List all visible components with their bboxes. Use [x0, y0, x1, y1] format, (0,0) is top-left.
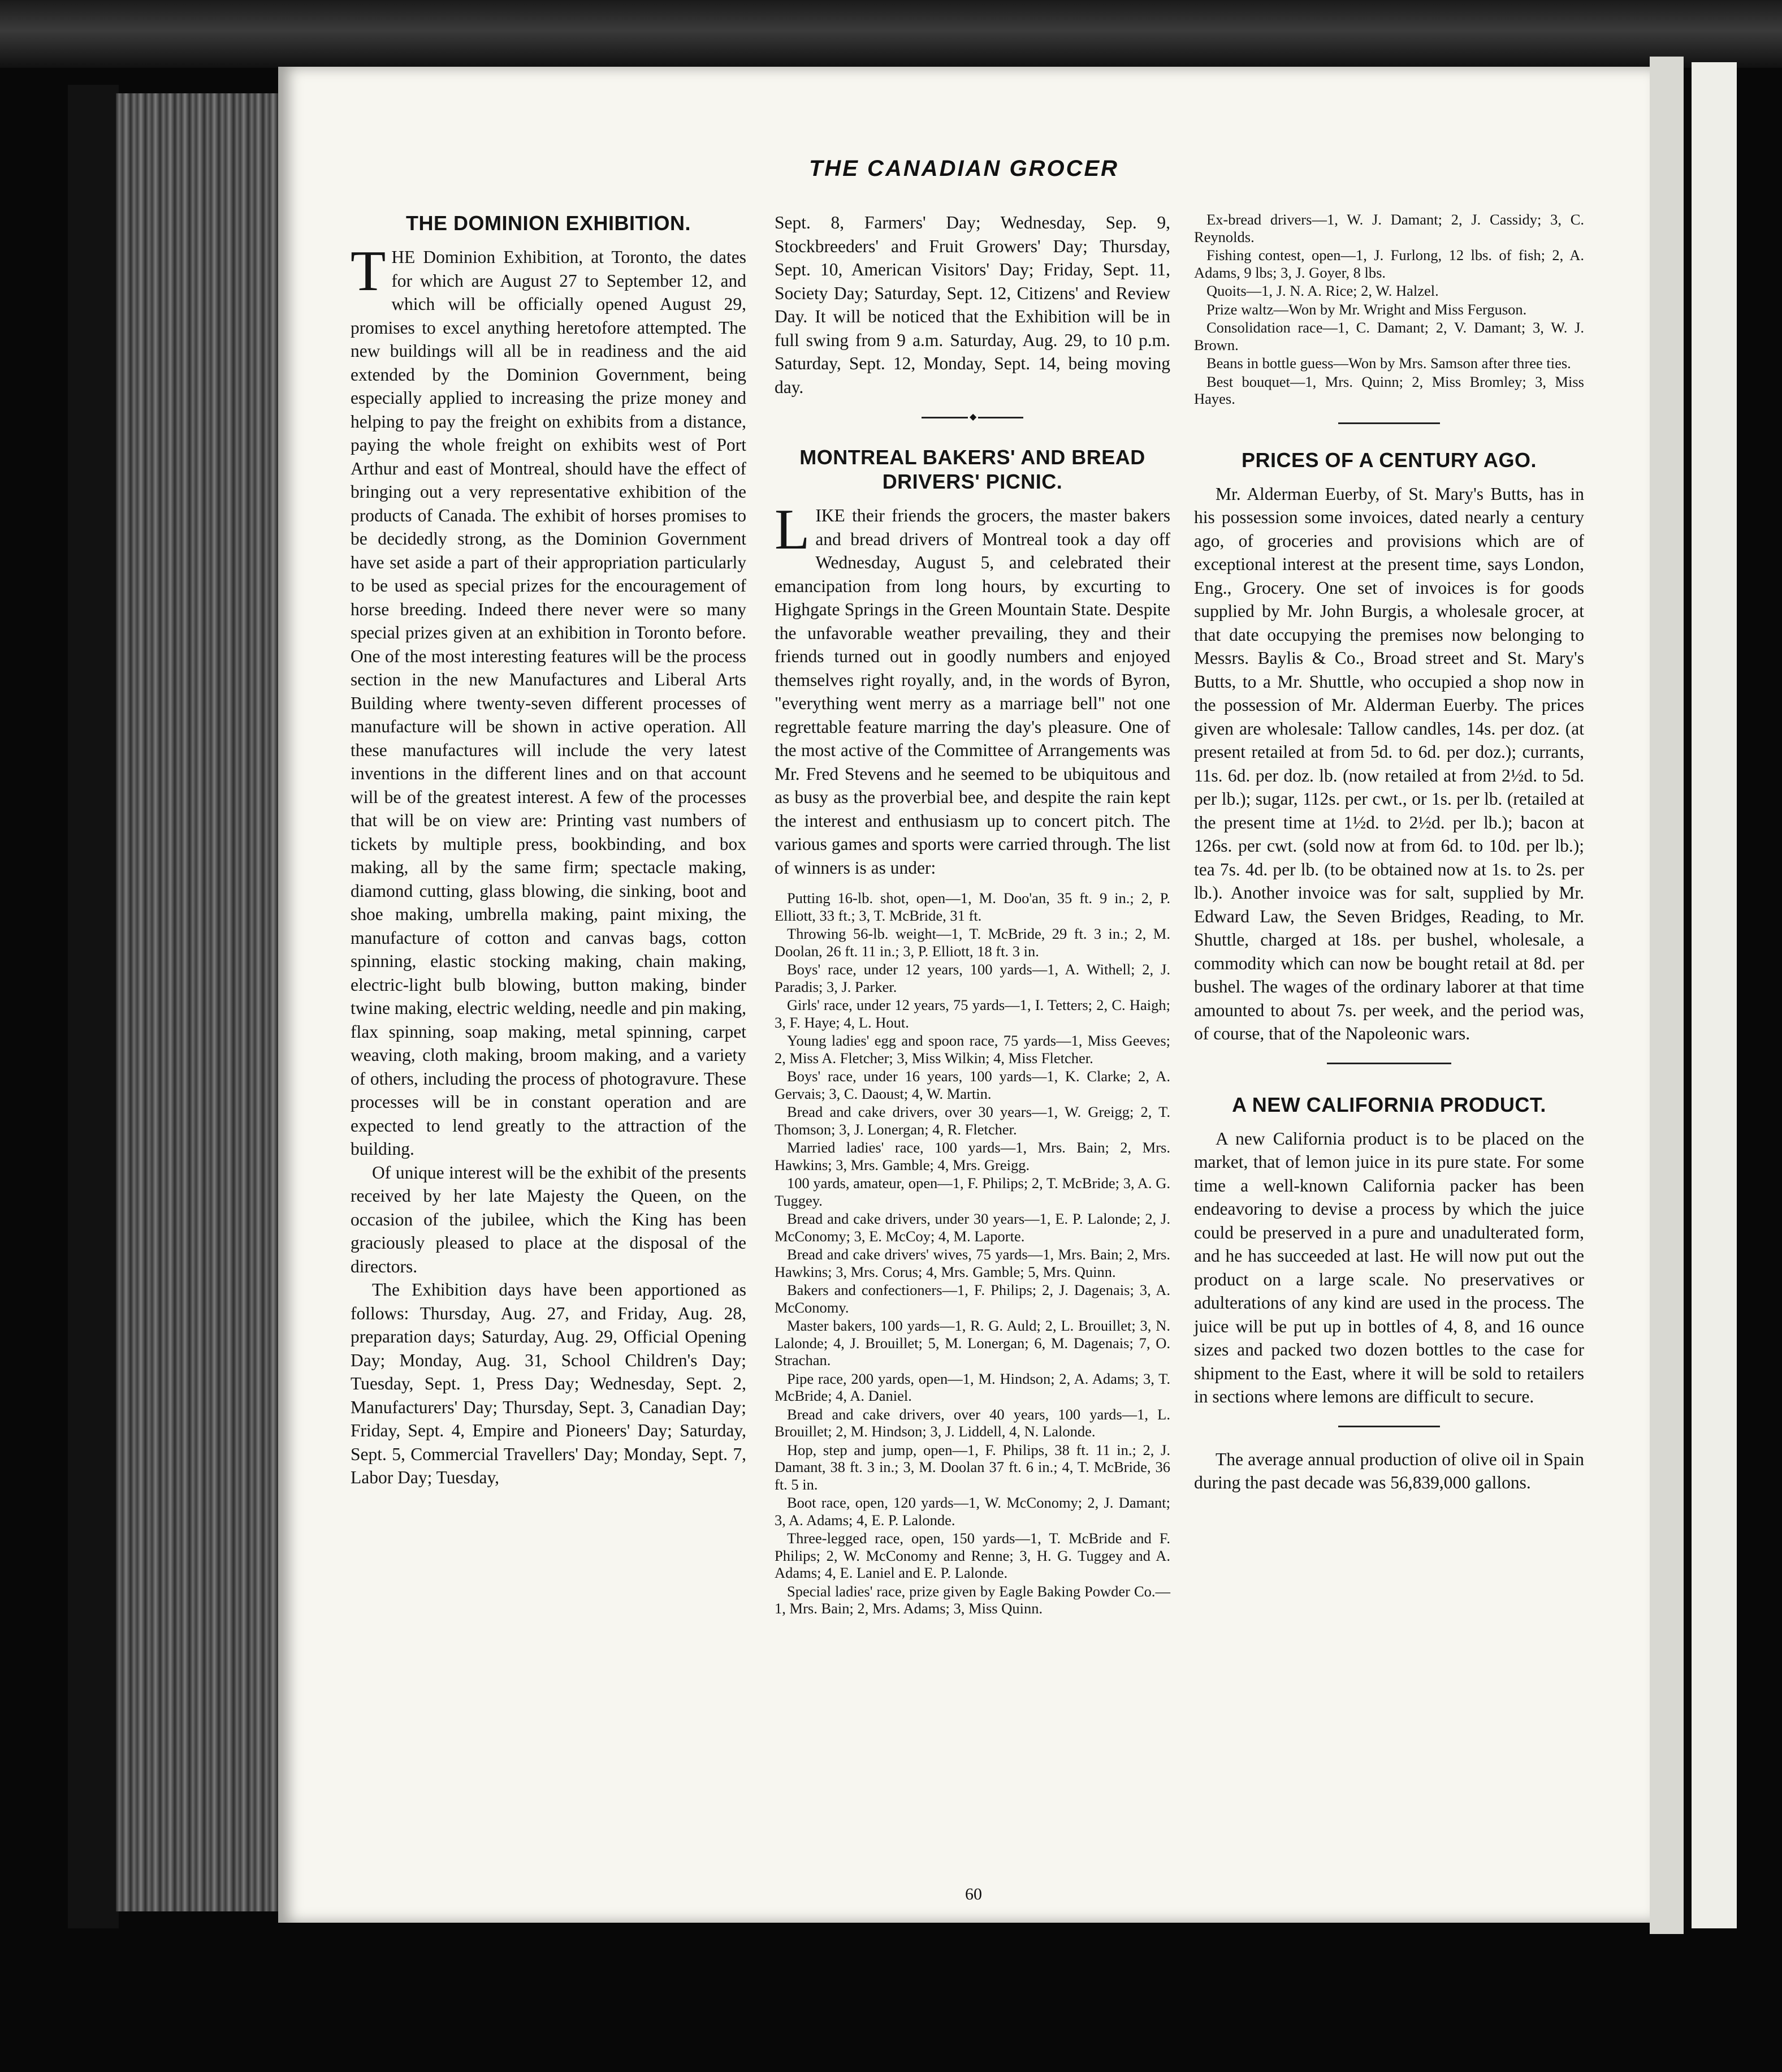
winner-entry: Consolidation race—1, C. Damant; 2, V. Damant; 3, W. J. Brown.	[1194, 319, 1584, 353]
winner-entry: Fishing contest, open—1, J. Furlong, 12 lbs. of fish; 2, A. Adams, 9 lbs; 3, J. Goyer, 8 lbs.	[1194, 247, 1584, 281]
section-divider	[1338, 422, 1440, 424]
winner-entry: Master bakers, 100 yards—1, R. G. Auld; 2, L. Brouillet; 3, N. Lalonde; 4, J. Brouillet; 5, M. Lonergan; 6, M. Dagenais; 7, O. Strachan.	[775, 1317, 1170, 1369]
winner-entry: Bread and cake drivers, under 30 years—1, E. P. Lalonde; 2, J. McConomy; 3, E. McCoy; 4, M. Laporte.	[775, 1210, 1170, 1245]
dropcap: L	[775, 498, 810, 562]
winner-entry: Hop, step and jump, open—1, F. Philips, 38 ft. 11 in.; 2, J. Damant, 38 ft. 3 in.; 3, M. Doolan 37 ft. 6 in.; 4, T. McBride, 36 ft. 5 in.	[775, 1441, 1170, 1493]
paragraph: The average annual production of olive oil in Spain during the past decade was 56,839,000 gallons.	[1194, 1449, 1584, 1493]
article-body-montreal	[775, 498, 1170, 879]
article-body-california	[1194, 1127, 1584, 1409]
article-title-montreal: MONTREAL BAKERS' AND BREAD DRIVERS' PICNIC.	[799, 446, 1145, 494]
winner-entry: Throwing 56-lb. weight—1, T. McBride, 29 ft. 3 in.; 2, M. Doolan, 26 ft. 11 in.; 3, P. Elliott, 18 ft. 3 in.	[775, 925, 1170, 960]
paragraph: Sept. 8, Farmers' Day; Wednesday, Sep. 9, Stockbreeders' and Fruit Growers' Day; Thursday, Sept. 10, American Visitors' Day; Friday, Sept. 11, Society Day; Saturday, Sept. 12, Citizens' and Review Day. It will be noticed that the Exhibition will be in full swing from 9 a.m. Saturday, Aug. 29, to 10 p.m. Saturday, Sept. 12, Monday, Sept. 14, being moving day.	[775, 213, 1170, 397]
winner-entry: Married ladies' race, 100 yards—1, Mrs. Bain; 2, Mrs. Hawkins; 3, Mrs. Gamble; 4, Mrs. Greigg.	[775, 1139, 1170, 1173]
article-body-olive	[1194, 1448, 1584, 1495]
winner-entry: Pipe race, 200 yards, open—1, M. Hindson; 2, A. Adams; 3, T. McBride; 4, A. Daniel.	[775, 1370, 1170, 1405]
winner-entry: Ex-bread drivers—1, W. J. Damant; 2, J. Cassidy; 3, C. Reynolds.	[1194, 211, 1584, 245]
article-body-dominion	[351, 239, 746, 1490]
column-1	[351, 211, 746, 1490]
paragraph: Mr. Alderman Euerby, of St. Mary's Butts, has in his possession some invoices, dated nearly a century ago, of groceries and provisions which are of exceptional interest at the present time, says London, Eng., Grocery. One set of invoices is for goods supplied by Mr. John Burgis, a wholesale grocer, at that date occupying the premises now belonging to Messrs. Baylis & Co., Broad street and St. Mary's Butts, to a Mr. Shuttle, who occupied a shop now in the possession of Mr. Alderman Euerby. The prices given are wholesale: Tallow candles, 14s. per doz. (at present retailed at from 5d. to 6d. per doz.); currants, 11s. 6d. per doz. lb. (now retailed at from 2½d. to 5d. per lb.); sugar, 112s. per cwt., or 1s. per lb. (retailed at the present time at 1½d. to 2½d. per lb.); bacon at 126s. per cwt. (sold now at from 6d. to 10d. per lb.); tea 7s. 4d. per lb. (to be obtained now at 1s. to 2s. per lb.). Another invoice was for salt, supplied by Mr. Edward Law, the Seven Bridges, Reading, to Mr. Shuttle, charged at 18s. per bushel, wholesale, a commodity which can now be bought retail at 8d. per bushel. The wages of the ordinary laborer at that time amounted to about 7s. per week, and the period was, of course, that of the Napoleonic wars.	[1194, 484, 1584, 1044]
winner-entry: Boys' race, under 12 years, 100 yards—1, A. Withell; 2, J. Paradis; 3, J. Parker.	[775, 961, 1170, 995]
column-2	[775, 211, 1170, 1618]
paragraph: THE Dominion Exhibition, at Toronto, the dates for which are August 27 to September 12, and which will be officially opened August 29, promises to excel anything heretofore attempted. The new buildings will all be in readiness and the aid extended by the Dominion Government, being especially applied to increasing the prize money and helping to pay the freight on exhibits from a distance, paying the whole freight on exhibits west of Port Arthur and east of Montreal, should have the effect of bringing out a very representative exhibition of the products of Canada. The exhibit of horses promises to be decidedly strong, as the Dominion Government have set aside a part of their appropriation particularly to be used as special prizes for the encouragement of horse breeding. Indeed there never were so many special prizes given at an exhibition in Toronto before. One of the most interesting features will be the process section in the new Manufactures and Liberal Arts Building where twenty-seven different processes of manufacture will be shown in active operation. All these manufactures will include the very latest inventions in the different lines and on that account will be of the greatest interest. A few of the processes that will be on view are: Printing vast numbers of tickets by multiple press, bookbinding, and box making, all by the same firm; spectacle making, diamond cutting, glass blowing, die sinking, boot and shoe making, umbrella making, paint mixing, the manufacture of cotton and canvas bags, cotton spinning, elastic stocking making, chain making, electric-light bulb blowing, button making, binder twine making, electric welding, needle and pin making, flax spinning, soap making, metal spinning, carpet weaving, cloth making, broom making, and a variety of others, including the process of photogravure. These processes will be in constant operation and are expected to lend greatly to the attraction of the building.	[351, 239, 746, 1159]
article-title-dominion: THE DOMINION EXHIBITION.	[405, 211, 691, 235]
winner-entry: Girls' race, under 12 years, 75 yards—1, I. Tetters; 2, C. Haigh; 3, F. Haye; 4, L. Hout.	[775, 996, 1170, 1031]
winner-entry: Prize waltz—Won by Mr. Wright and Miss Ferguson.	[1206, 300, 1527, 318]
winner-entry: Bread and cake drivers' wives, 75 yards—1, Mrs. Bain; 2, Mrs. Hawkins; 3, Mrs. Corus; 4, Mrs. Gamble; 5, Mrs. Quinn.	[775, 1246, 1170, 1280]
winner-entry: Special ladies' race, prize given by Eagle Baking Powder Co.—1, Mrs. Bain; 2, Mrs. Adams; 3, Miss Quinn.	[775, 1582, 1170, 1617]
article-title-prices: PRICES OF A CENTURY AGO.	[1241, 448, 1537, 472]
paragraph: A new California product is to be placed on the market, that of lemon juice in its pure state. For some time a well-known California packer has been endeavoring to devise a process by which the juice could be preserved in a pure and unadulterated form, and he has succeeded at last. He will now put out the product on a large scale. No preservatives or adulterations of any kind are used in the process. The juice will be put up in bottles of 4, 8, and 16 ounce sizes and packed two dozen bottles to the case for shipment to the East, where it will be sold to retailers in sections where lemons are difficult to secure.	[1194, 1128, 1584, 1407]
article-title-california: A NEW CALIFORNIA PRODUCT.	[1232, 1093, 1546, 1116]
winner-entry: Three-legged race, open, 150 yards—1, T. McBride and F. Philips; 2, W. McConomy and Renne; 3, H. G. Tuggey and A. Adams; 4, E. Laniel and E. P. Lalonde.	[775, 1530, 1170, 1582]
winner-entry: Putting 16-lb. shot, open—1, M. Doo'an, 35 ft. 9 in.; 2, P. Elliott, 33 ft.; 3, T. McBride, 31 ft.	[775, 890, 1170, 924]
column-3	[1194, 211, 1584, 1495]
winner-entry: Bread and cake drivers, over 40 years, 100 yards—1, L. Brouillet; 2, M. Hindson; 3, J. Liddell, 4, N. Lalonde.	[775, 1405, 1170, 1440]
right-page-gutter	[1650, 57, 1684, 1934]
winner-entry: Boot race, open, 120 yards—1, W. McConomy; 2, J. Damant; 3, A. Adams; 4, E. P. Lalonde.	[775, 1494, 1170, 1529]
page-number: 60	[965, 1885, 982, 1903]
winner-entry: Boys' race, under 16 years, 100 yards—1, K. Clarke; 2, A. Gervais; 3, C. Daoust; 4, W. Martin.	[775, 1068, 1170, 1102]
newspaper-page	[278, 67, 1650, 1923]
winner-entry: Best bouquet—1, Mrs. Quinn; 2, Miss Bromley; 3, Miss Hayes.	[1194, 373, 1584, 407]
article-body-prices	[1194, 482, 1584, 1046]
running-head: THE CANADIAN GROCER	[808, 156, 1119, 181]
section-divider	[1338, 1426, 1440, 1427]
section-divider: ◆	[922, 413, 1023, 421]
article-body-dominion-continued	[775, 211, 1170, 399]
paragraph: Of unique interest will be the exhibit of the presents received by her late Majesty the Queen, on the occasion of the jubilee, which the King has been graciously pleased to place at the disposal of the directors.	[351, 1162, 746, 1276]
winner-entry: Bakers and confectioners—1, F. Philips; 2, J. Dagenais; 3, A. McConomy.	[775, 1281, 1170, 1316]
winner-entry: Quoits—1, J. N. A. Rice; 2, W. Halzel.	[1206, 282, 1439, 299]
winner-entry: Beans in bottle guess—Won by Mrs. Samson after three ties.	[1206, 355, 1571, 372]
book-edge-shadow	[68, 85, 119, 1928]
scan-background-top	[0, 0, 1782, 68]
dropcap: T	[351, 239, 386, 304]
paragraph: The Exhibition days have been apportioned as follows: Thursday, Aug. 27, and Friday, Aug. 28, preparation days; Saturday, Aug. 29, Official Opening Day; Monday, Aug. 31, School Children's Day; Tuesday, Sept. 1, Press Day; Wednesday, Sept. 2, Manufacturers' Day; Thursday, Sept. 3, Canadian Day; Friday, Sept. 4, Empire and Pioneers' Day; Saturday, Sept. 5, Commercial Travellers' Day; Monday, Sept. 7, Labor Day; Tuesday,	[351, 1280, 746, 1488]
next-page-edge	[1692, 62, 1737, 1928]
winners-list	[775, 890, 1170, 1617]
winner-entry: Bread and cake drivers, over 30 years—1, W. Greigg; 2, T. Thomson; 3, J. Lonergan; 4, R. Fletcher.	[775, 1103, 1170, 1138]
book-spine-pages	[116, 93, 280, 1911]
paragraph: LIKE their friends the grocers, the master bakers and bread drivers of Montreal took a day off Wednesday, August 5, and celebrated their emancipation from long hours, by excurting to Highgate Springs in the Green Mountain State. Despite the unfavorable weather prevailing, they and their friends turned out in goodly numbers and enjoyed themselves right royally, and, in the words of Byron, "everything went merry as a marriage bell" not one regrettable feature marring the day's pleasure. One of the most active of the Committee of Arrangements was Mr. Fred Stevens and he seemed to be ubiquitous and as busy as the proverbial bee, and despite the rain kept the interest and enthusiasm up to concert pitch. The various games and sports were carried through. The list of winners is as under:	[775, 498, 1170, 878]
winners-list-continued	[1194, 211, 1584, 408]
section-divider	[1327, 1063, 1451, 1064]
winner-entry: Young ladies' egg and spoon race, 75 yards—1, Miss Geeves; 2, Miss A. Fletcher; 3, Miss Wilkin; 4, Miss Fletcher.	[775, 1032, 1170, 1067]
winner-entry: 100 yards, amateur, open—1, F. Philips; 2, T. McBride; 3, A. G. Tuggey.	[775, 1175, 1170, 1209]
